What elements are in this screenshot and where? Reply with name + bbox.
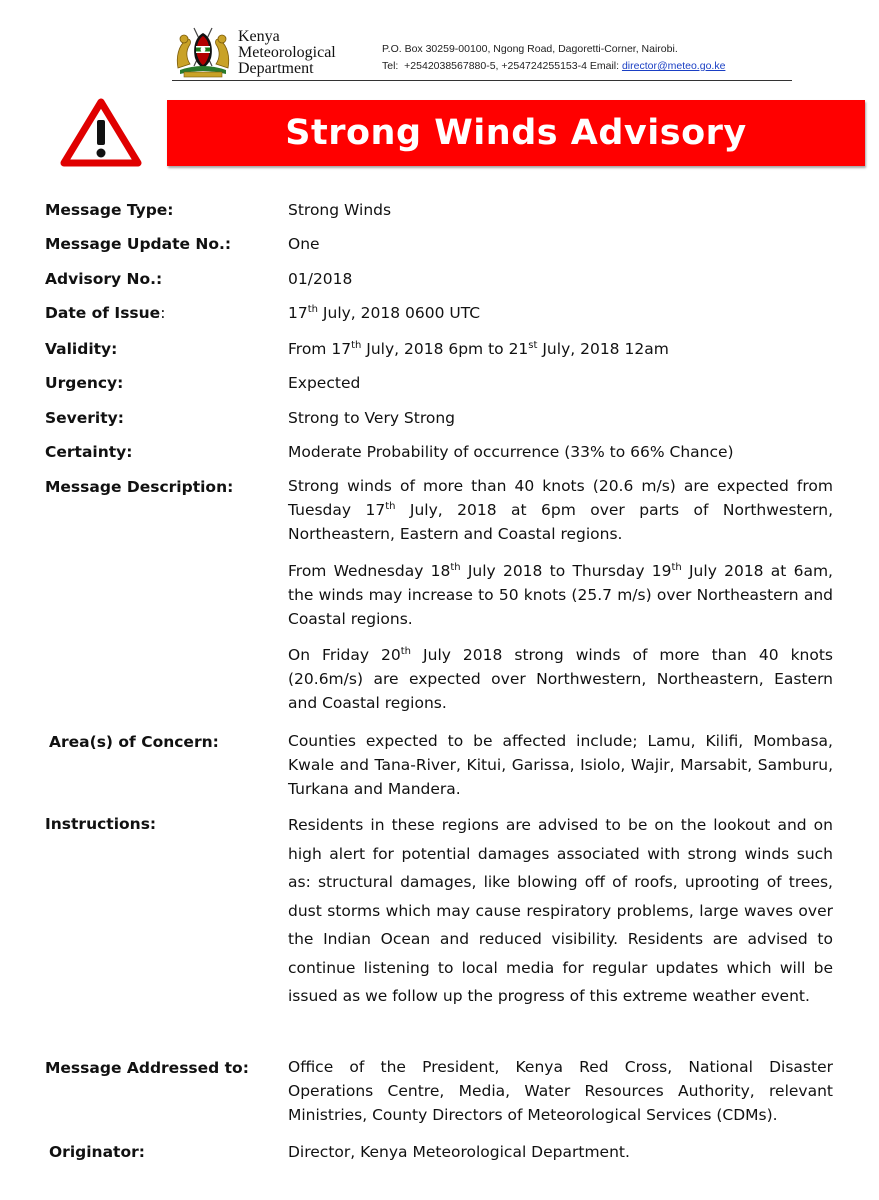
description-text: On Friday 20 [288,646,401,664]
org-name-line: Department [238,60,314,77]
validity-part: From 17 [288,340,352,358]
date-of-issue-colon: : [160,304,166,322]
date-of-issue-value [288,304,833,322]
instructions-label: Instructions: [45,815,157,833]
description-suffix: th [385,501,396,512]
description-text: July 2018 strong winds of more than 40 knots (20.6m/s) are expected over Northwestern, Northeastern, Eastern and Coastal regions. [288,646,833,712]
date-of-issue-label-text: Date of Issue [45,304,161,322]
addressed-to-value: Office of the President, Kenya Red Cross, National Disaster Operations Centre, Media, Water Resources Authority, relevant Ministries, County Directors of Meteorological Services (CDMs). [288,1058,833,1124]
advisory-no-label: Advisory No.: [45,270,163,288]
urgency-label: Urgency: [45,374,124,392]
severity-label: Severity: [45,409,124,427]
validity-suffix: th [351,340,362,351]
postal-address: P.O. Box 30259-00100, Ngong Road, Dagoretti-Corner, Nairobi. [382,43,678,55]
instructions-value: Residents in these regions are advised to be on the lookout and on high alert for potential damages associated with strong winds such as: structural damages, like blowing off of roofs, uprooting of trees, dust storms which may cause respiratory problems, large waves over the Indian Ocean and reduced visibility. Residents are advised to continue listening to local media for regular updates which will be issued as we follow up the progress of this extreme weather event. [288,816,833,1005]
areas-label: Area(s) of Concern: [49,733,219,751]
validity-suffix: st [528,340,538,351]
validity-label: Validity: [45,340,118,358]
originator-label: Originator: [49,1143,145,1161]
phone-numbers: Tel: +2542038567880-5, +254724255153-4 Email: [382,60,622,72]
urgency-value: Expected [288,374,361,392]
description-label: Message Description: [45,478,234,496]
severity-value: Strong to Very Strong [288,409,456,427]
description-suffix: th [400,646,412,657]
date-suffix: th [307,304,318,315]
validity-part: July, 2018 12am [537,340,669,358]
org-name-line: Kenya [238,28,280,45]
org-name-line: Meteorological [238,44,336,61]
validity-part: July, 2018 6pm to 21 [361,340,529,358]
description-text: From Wednesday 18 [288,562,451,580]
date-day: 17 [288,304,308,322]
addressed-to-label: Message Addressed to: [45,1059,249,1077]
description-para-2 [288,559,833,631]
advisory-no-value: 01/2018 [288,270,353,288]
areas-value: Counties expected to be affected include; Lamu, Kilifi, Mombasa, Kwale and Tana-River, Kitui, Garissa, Isiolo, Wajir, Marsabit, Samburu, Turkana and Mandera. [288,732,833,798]
update-no-label: Message Update No.: [45,235,232,253]
certainty-label: Certainty: [45,443,133,461]
description-text: Strong winds of more than 40 knots (20.6 m/s) are expected from Tuesday 17 [288,477,833,519]
originator-value: Director, Kenya Meteorological Department. [288,1143,630,1161]
description-text: July, 2018 at 6pm over parts of Northwestern, Northeastern, Eastern and Coastal regions. [288,501,833,543]
certainty-value: Moderate Probability of occurrence (33% to 66% Chance) [288,443,734,461]
description-text: July 2018 at 6am, the winds may increase to 50 knots (25.7 m/s) over Northeastern and Coastal regions. [288,562,833,628]
update-no-value: One [288,235,320,253]
description-suffix: th [450,562,461,573]
email-link[interactable]: director@meteo.go.ke [621,60,726,72]
validity-value [288,340,833,358]
date-of-issue-label [45,304,165,322]
description-para-1 [288,474,833,546]
description-suffix: th [671,562,682,573]
description-text: July 2018 to Thursday 19 [460,562,672,580]
message-type-value: Strong Winds [288,201,392,219]
description-para-3 [288,643,833,715]
message-type-label: Message Type: [45,201,174,219]
date-rest: July, 2018 0600 UTC [318,304,481,322]
banner-title: Strong Winds Advisory [285,113,747,153]
